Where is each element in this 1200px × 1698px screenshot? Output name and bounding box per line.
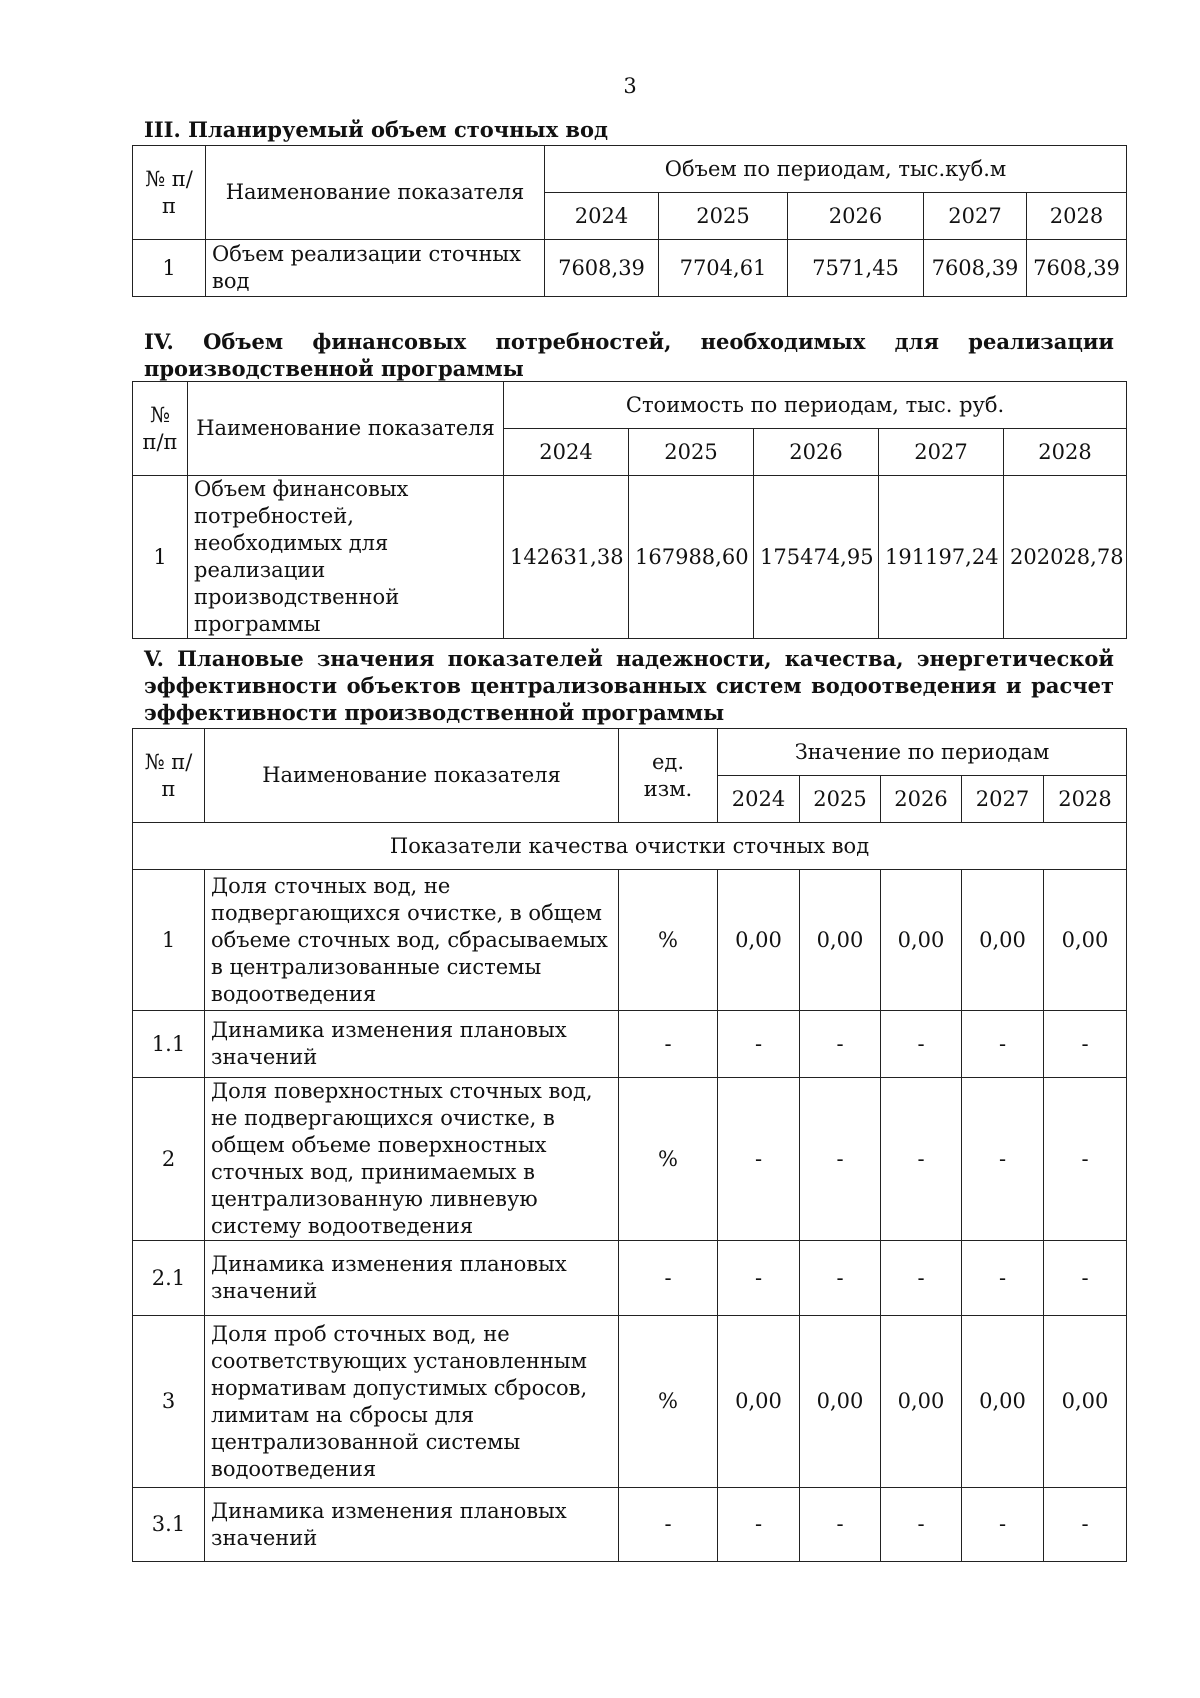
row-value: -: [800, 1011, 881, 1078]
row-num: 3: [133, 1316, 205, 1488]
row-unit: -: [619, 1011, 718, 1078]
row-value: -: [1044, 1241, 1127, 1316]
row-value: -: [718, 1011, 800, 1078]
header-year: 2024: [545, 193, 659, 240]
row-value: 0,00: [962, 870, 1044, 1011]
section-4-title: IV. Объем финансовых потребностей, необходимых для реализации производственной программы: [144, 329, 1114, 381]
header-period-group: Объем по периодам, тыс.куб.м: [545, 146, 1127, 193]
row-value: 0,00: [1044, 870, 1127, 1011]
row-value: -: [962, 1241, 1044, 1316]
table-row: [133, 1316, 1127, 1488]
row-value: 7571,45: [788, 240, 924, 297]
header-year: 2028: [1004, 429, 1127, 476]
row-value: -: [800, 1241, 881, 1316]
header-name: Наименование показателя: [205, 729, 619, 823]
header-year: 2025: [629, 429, 754, 476]
header-num: № п/п: [133, 729, 205, 823]
row-name: Объем реализации сточных вод: [206, 240, 545, 297]
row-num: 1.1: [133, 1011, 205, 1078]
row-value: 191197,24: [879, 476, 1004, 639]
row-value: -: [881, 1488, 962, 1562]
row-num: 1: [133, 870, 205, 1011]
header-year: 2024: [718, 776, 800, 823]
header-year: 2024: [504, 429, 629, 476]
header-year: 2025: [800, 776, 881, 823]
header-name: Наименование показателя: [206, 146, 545, 240]
table-row: [133, 1078, 1127, 1241]
header-year: 2026: [881, 776, 962, 823]
row-value: -: [962, 1078, 1044, 1241]
section-3-title: III. Планируемый объем сточных вод: [144, 117, 609, 142]
financial-needs-table: [132, 381, 1127, 639]
row-value: 7608,39: [924, 240, 1027, 297]
row-unit: -: [619, 1241, 718, 1316]
row-value: 202028,78: [1004, 476, 1127, 639]
row-value: -: [881, 1078, 962, 1241]
table-row: [133, 240, 1127, 297]
table-row: [133, 1241, 1127, 1316]
table-row: [133, 870, 1127, 1011]
header-year: 2027: [962, 776, 1044, 823]
row-value: -: [962, 1011, 1044, 1078]
row-value: 142631,38: [504, 476, 629, 639]
row-value: -: [718, 1241, 800, 1316]
header-period-group: Стоимость по периодам, тыс. руб.: [504, 382, 1127, 429]
header-unit: ед. изм.: [619, 729, 718, 823]
row-value: 167988,60: [629, 476, 754, 639]
row-value: -: [881, 1011, 962, 1078]
row-name: Доля проб сточных вод, не соответствующих установленным нормативам допустимых сбросов, лимитам на сбросы для централизованной системы водоотведения: [205, 1316, 619, 1488]
row-value: 7608,39: [1027, 240, 1127, 297]
header-num: № п/п: [133, 146, 206, 240]
row-value: -: [800, 1488, 881, 1562]
row-name: Динамика изменения плановых значений: [205, 1011, 619, 1078]
row-value: -: [1044, 1011, 1127, 1078]
table-row: [133, 476, 1127, 639]
row-value: 0,00: [718, 1316, 800, 1488]
row-value: -: [1044, 1488, 1127, 1562]
row-value: -: [962, 1488, 1044, 1562]
row-unit: %: [619, 1078, 718, 1241]
header-year: 2026: [754, 429, 879, 476]
row-value: -: [1044, 1078, 1127, 1241]
row-unit: %: [619, 870, 718, 1011]
row-value: 0,00: [962, 1316, 1044, 1488]
row-value: 0,00: [881, 1316, 962, 1488]
row-unit: %: [619, 1316, 718, 1488]
row-value: 7608,39: [545, 240, 659, 297]
row-value: 0,00: [800, 1316, 881, 1488]
page-number: 3: [623, 74, 637, 98]
header-year: 2028: [1044, 776, 1127, 823]
header-year: 2027: [924, 193, 1027, 240]
row-value: 175474,95: [754, 476, 879, 639]
row-value: 0,00: [718, 870, 800, 1011]
row-name: Доля поверхностных сточных вод, не подвергающихся очистке, в общем объеме поверхностных сточных вод, принимаемых в централизованную ливневую систему водоотведения: [205, 1078, 619, 1241]
header-num: № п/п: [133, 382, 188, 476]
row-name: Доля сточных вод, не подвергающихся очистке, в общем объеме сточных вод, сбрасываемых в централизованные системы водоотведения: [205, 870, 619, 1011]
row-value: -: [718, 1078, 800, 1241]
row-unit: -: [619, 1488, 718, 1562]
row-name: Динамика изменения плановых значений: [205, 1241, 619, 1316]
header-name: Наименование показателя: [188, 382, 504, 476]
reliability-quality-table: [132, 728, 1127, 1562]
header-year: 2028: [1027, 193, 1127, 240]
header-period-group: Значение по периодам: [718, 729, 1127, 776]
header-year: 2025: [659, 193, 788, 240]
row-value: -: [881, 1241, 962, 1316]
row-value: 0,00: [881, 870, 962, 1011]
row-num: 2.1: [133, 1241, 205, 1316]
row-num: 1: [133, 476, 188, 639]
row-value: 0,00: [1044, 1316, 1127, 1488]
row-num: 3.1: [133, 1488, 205, 1562]
header-year: 2026: [788, 193, 924, 240]
wastewater-volume-table: [132, 145, 1127, 297]
row-value: -: [718, 1488, 800, 1562]
row-name: Объем финансовых потребностей, необходимых для реализации производственной программы: [188, 476, 504, 639]
section-5-title: V. Плановые значения показателей надежности, качества, энергетической эффективности объектов централизованных систем водоотведения и расчет эффективности производственной программы: [144, 646, 1114, 725]
header-year: 2027: [879, 429, 1004, 476]
table-subheader: Показатели качества очистки сточных вод: [133, 823, 1127, 870]
row-num: 1: [133, 240, 206, 297]
row-name: Динамика изменения плановых значений: [205, 1488, 619, 1562]
table-row: [133, 1488, 1127, 1562]
row-value: -: [800, 1078, 881, 1241]
row-value: 7704,61: [659, 240, 788, 297]
row-value: 0,00: [800, 870, 881, 1011]
table-row: [133, 1011, 1127, 1078]
row-num: 2: [133, 1078, 205, 1241]
